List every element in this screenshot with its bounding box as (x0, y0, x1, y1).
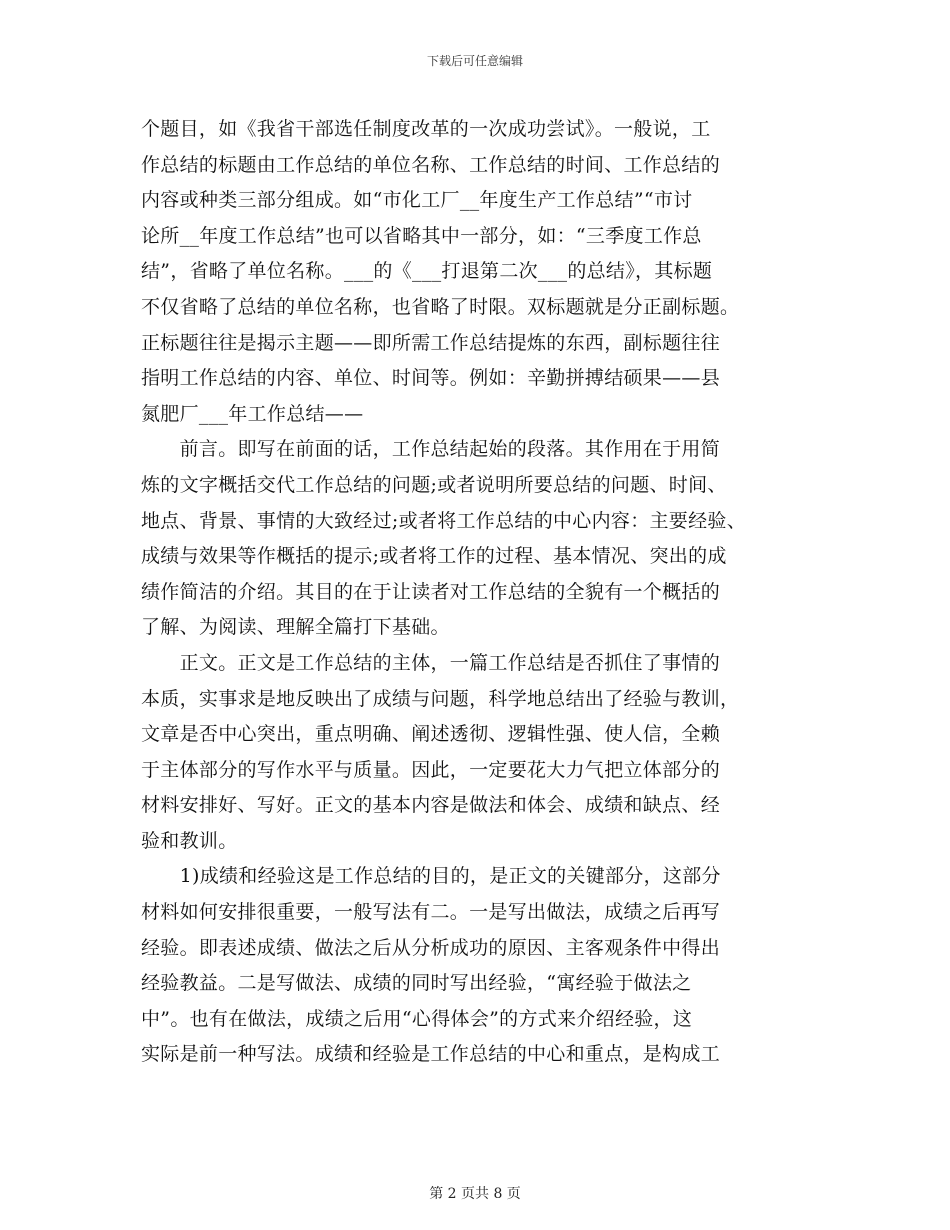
text-line: 结”，省略了单位名称。___的《___打退第二次___的总结》，其标题 (141, 260, 713, 283)
text-line: 正标题往往是揭示主题——即所需工作总结提炼的东西，副标题往往 (141, 331, 721, 354)
text-line: 氮肥厂___年工作总结—— (141, 402, 364, 425)
text-line: 炼的文字概括交代工作总结的问题;或者说明所要总结的问题、时间、 (141, 473, 727, 496)
page-footer: 第 2 页共 8 页 (429, 1186, 521, 1202)
text-line: 成绩与效果等作概括的提示;或者将工作的过程、基本情况、突出的成 (141, 545, 727, 568)
text-line: 不仅省略了总结的单位名称，也省略了时限。双标题就是分正副标题。 (141, 295, 740, 318)
text-line: 指明工作总结的内容、单位、时间等。例如：辛勤拼搏结硕果——县 (141, 367, 721, 390)
page-header: 下载后可任意编辑 (426, 54, 523, 68)
text-line: 验和教训。 (141, 829, 238, 852)
text-line: 地点、背景、事情的大致经过;或者将工作总结的中心内容：主要经验、 (141, 509, 747, 532)
text-line: 正文。正文是工作总结的主体，一篇工作总结是否抓住了事情的 (141, 651, 721, 674)
text-line: 中”。也有在做法，成绩之后用“心得体会”的方式来介绍经验，这 (141, 1007, 693, 1030)
text-line: 个题目，如《我省干部选任制度改革的一次成功尝试》。一般说，工 (141, 118, 711, 140)
text-line: 了解、为阅读、理解全篇打下基础。 (141, 616, 450, 639)
text-line: 于主体部分的写作水平与质量。因此，一定要花大力气把立体部分的 (141, 758, 721, 781)
text-line: 材料安排好、写好。正文的基本内容是做法和体会、成绩和缺点、经 (141, 794, 721, 817)
text-line: 内容或种类三部分组成。如“市化工厂__年度生产工作总结”“市讨 (141, 189, 693, 212)
text-line: 实际是前一种写法。成绩和经验是工作总结的中心和重点，是构成工 (141, 1043, 721, 1066)
text-line: 前言。即写在前面的话，工作总结起始的段落。其作用在于用简 (141, 438, 721, 461)
text-line: 作总结的标题由工作总结的单位名称、工作总结的时间、工作总结的 (141, 153, 721, 176)
text-line: 论所__年度工作总结”也可以省略其中一部分，如：“三季度工作总 (141, 224, 702, 247)
document-body (141, 112, 821, 1073)
text-line: 经验。即表述成绩、做法之后从分析成功的原因、主客观条件中得出 (141, 936, 721, 959)
text-line: 绩作简洁的介绍。其目的在于让读者对工作总结的全貌有一个概括的 (141, 580, 721, 603)
text-line: 文章是否中心突出，重点明确、阐述透彻、逻辑性强、使人信，全赖 (141, 723, 721, 746)
text-line: 经验教益。二是写做法、成绩的同时写出经验，“寓经验于做法之 (141, 972, 692, 995)
text-line: 材料如何安排很重要，一般写法有二。一是写出做法，成绩之后再写 (141, 901, 721, 924)
text-line: 1)成绩和经验这是工作总结的目的，是正文的关键部分，这部分 (141, 865, 721, 888)
text-line: 本质，实事求是地反映出了成绩与问题，科学地总结出了经验与教训， (141, 687, 740, 710)
